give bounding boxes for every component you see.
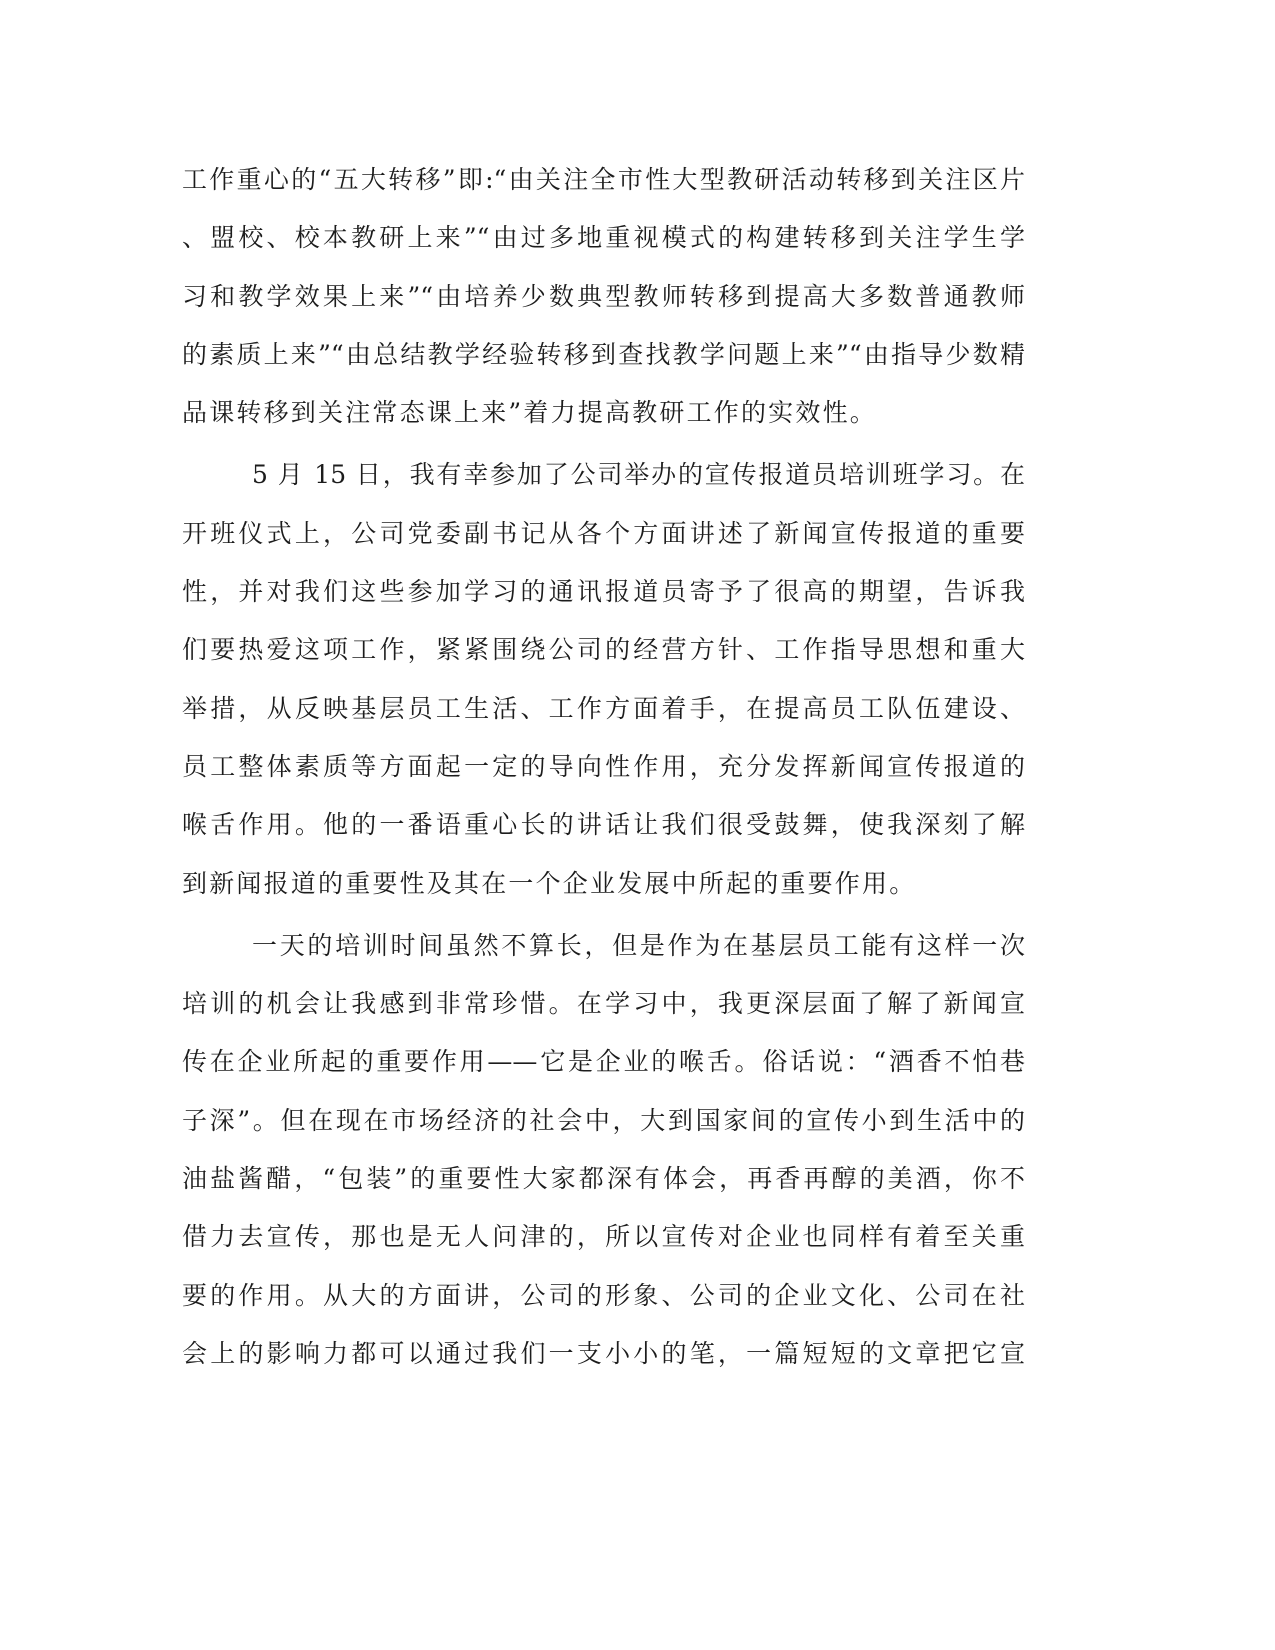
text-line: 性，并对我们这些参加学习的通讯报道员寄予了很高的期望，告诉我 <box>182 577 1025 607</box>
text-line: 要的作用。从大的方面讲，公司的形象、公司的企业文化、公司在社 <box>182 1280 1025 1310</box>
text-line: 习和教学效果上来”“由培养少数典型教师转移到提高大多数普通教师 <box>182 281 1025 311</box>
text-line: 品课转移到关注常态课上来”着力提高教研工作的实效性。 <box>182 398 877 428</box>
text-line: 工作重心的“五大转移”即:“由关注全市性大型教研活动转移到关注区片 <box>182 165 1025 194</box>
text-line: 的素质上来”“由总结教学经验转移到查找教学问题上来”“由指导少数精 <box>182 339 1025 369</box>
text-line: 举措，从反映基层员工生活、工作方面着手，在提高员工队伍建设、 <box>182 693 1025 723</box>
text-line: 喉舌作用。他的一番语重心长的讲话让我们很受鼓舞，使我深刻了解 <box>182 810 1025 840</box>
text-line: 到新闻报道的重要性及其在一个企业发展中所起的重要作用。 <box>182 868 917 898</box>
paragraph-2 <box>182 446 1025 912</box>
text-line: 会上的影响力都可以通过我们一支小小的笔，一篇短短的文章把它宣 <box>182 1338 1025 1368</box>
paragraph-3 <box>182 917 1025 1383</box>
text-line: 一天的培训时间虽然不算长，但是作为在基层员工能有这样一次 <box>252 930 1025 960</box>
text-line: 培训的机会让我感到非常珍惜。在学习中，我更深层面了解了新闻宣 <box>182 989 1025 1019</box>
text-line: 借力去宣传，那也是无人问津的，所以宣传对企业也同样有着至关重 <box>182 1222 1025 1252</box>
text-line: 员工整体素质等方面起一定的导向性作用，充分发挥新闻宣传报道的 <box>182 751 1025 781</box>
paragraph-1 <box>182 151 1025 442</box>
text-line: 传在企业所起的重要作用——它是企业的喉舌。俗话说：“酒香不怕巷 <box>182 1047 1025 1077</box>
text-line: 油盐酱醋，“包装”的重要性大家都深有体会，再香再醇的美酒，你不 <box>182 1164 1025 1194</box>
document-body <box>182 151 1025 1383</box>
text-line: 、盟校、校本教研上来”“由过多地重视模式的构建转移到关注学生学 <box>182 223 1025 253</box>
text-line: 开班仪式上，公司党委副书记从各个方面讲述了新闻宣传报道的重要 <box>182 518 1025 548</box>
text-line: 5 月 15 日，我有幸参加了公司举办的宣传报道员培训班学习。在 <box>252 460 1025 490</box>
text-line: 子深”。但在现在市场经济的社会中，大到国家间的宣传小到生活中的 <box>182 1105 1025 1135</box>
text-line: 们要热爱这项工作，紧紧围绕公司的经营方针、工作指导思想和重大 <box>182 635 1025 665</box>
